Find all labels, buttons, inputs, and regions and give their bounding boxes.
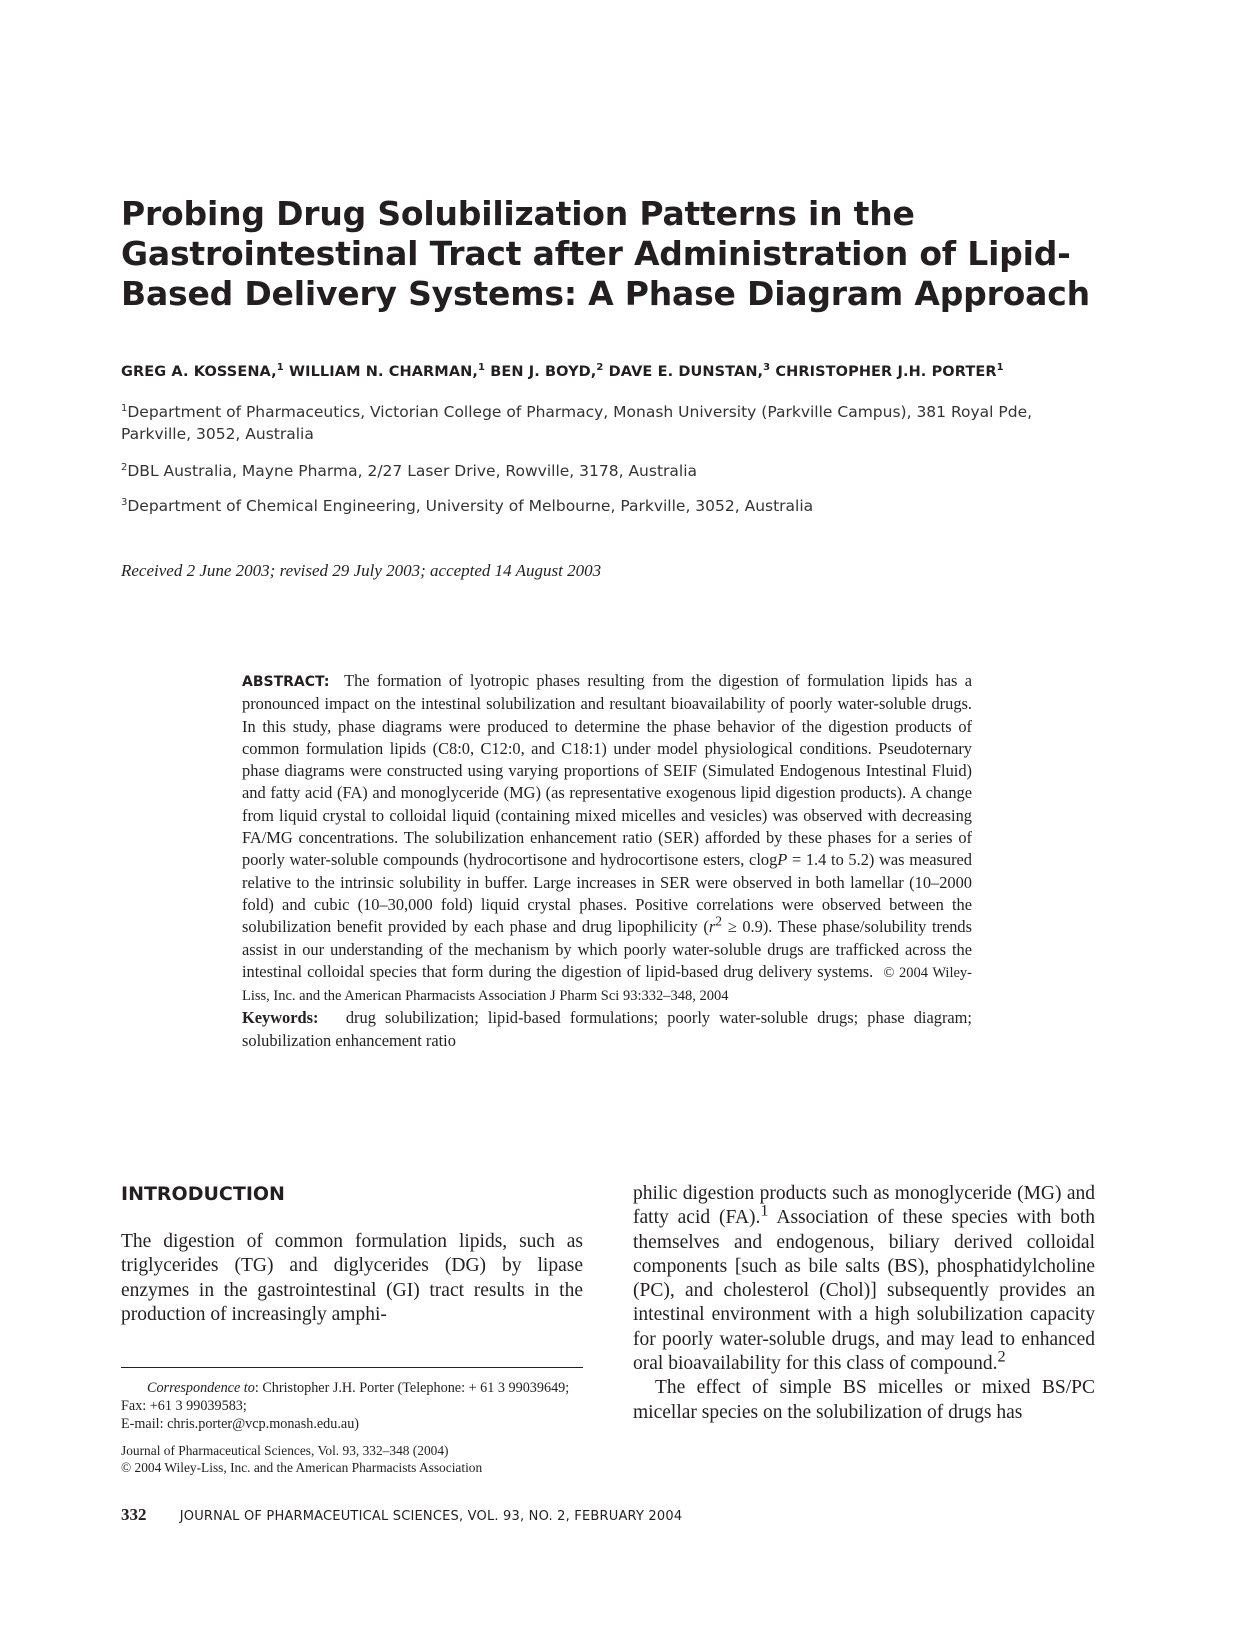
- journal-running-title: JOURNAL OF PHARMACEUTICAL SCIENCES, VOL. 93, NO. 2, FEBRUARY 2004: [179, 1509, 683, 1524]
- author: GREG A. KOSSENA,: [121, 364, 277, 380]
- author-affiliation-ref: 3: [763, 362, 771, 374]
- abstract-label: ABSTRACT:: [242, 674, 330, 690]
- abstract-copyright: © 2004 Wiley-Liss, Inc. and the American Pharmacists Association J Pharm Sci 93:332–348, 2004: [242, 964, 973, 1005]
- affiliation-1: $^1$Department of Pharmaceutics, Victorian College of Pharmacy, Monash University (Parkville Campus), 381 Royal Pde, Parkville, 3052, Australia: [121, 402, 1033, 443]
- author: BEN J. BOYD,: [490, 364, 597, 380]
- keywords: Keywords: drug solubilization; lipid-based formulations; poorly water-soluble drugs; phase diagram; solubilization enhancement ratio: [242, 1008, 972, 1050]
- author: WILLIAM N. CHARMAN,: [288, 364, 478, 380]
- author-list: [121, 364, 1121, 380]
- author: CHRISTOPHER J.H. PORTER: [775, 364, 997, 380]
- affiliation-3: $^3$Department of Chemical Engineering, University of Melbourne, Parkville, 3052, Australia: [121, 496, 814, 515]
- submission-dates: Received 2 June 2003; revised 29 July 2003; accepted 14 August 2003: [121, 561, 602, 580]
- footnote-divider: [121, 1367, 583, 1368]
- section-heading-introduction: INTRODUCTION: [121, 1183, 285, 1205]
- journal-info: Journal of Pharmaceutical Sciences, Vol. 93, 332–348 (2004) © 2004 Wiley-Liss, Inc. and the American Pharmacists Association: [121, 1443, 483, 1475]
- correspondence-footnote: Correspondence to: Christopher J.H. Porter (Telephone: + 61 3 99039649; Fax: +61 3 99039583; E-mail: chris.porter@vcp.monash.edu.au): [121, 1379, 583, 1433]
- body-column-left: [121, 1230, 583, 1327]
- author-affiliation-ref: 1: [478, 362, 486, 374]
- author: DAVE E. DUNSTAN,: [608, 364, 764, 380]
- keywords-label: Keywords:: [242, 1008, 319, 1028]
- page-number: 332: [121, 1505, 147, 1524]
- paragraph: The digestion of common formulation lipids, such as triglycerides (TG) and diglycerides (DG) by lipase enzymes in the gastrointestinal (GI) tract results in the production of increasingly amphi-: [121, 1231, 583, 1325]
- author-affiliation-ref: 2: [596, 362, 604, 374]
- paragraph: The effect of simple BS micelles or mixed BS/PC micellar species on the solubilization of drugs has: [633, 1377, 1095, 1423]
- paragraph: philic digestion products such as monoglyceride (MG) and fatty acid (FA).$^1$ Association of these species with both themselves and endogenous, biliary derived colloidal components [such as bile salts (BS), phosphatidylcholine (PC), and cholesterol (Chol)] subsequently provides an intestinal environment with a high solubilization capacity for poorly water-soluble drugs, and may lead to enhanced oral bioavailability for this class of compound.$^2$: [633, 1183, 1096, 1375]
- author-affiliation-ref: 1: [276, 362, 284, 374]
- correspondence-email: E-mail: chris.porter@vcp.monash.edu.au): [121, 1416, 360, 1432]
- citation-ref: 2: [997, 1347, 1006, 1366]
- citation-ref: 1: [760, 1201, 769, 1220]
- abstract-body: ABSTRACT: The formation of lyotropic phases resulting from the digestion of formulation lipids has a pronounced impact on the intestinal solubilization and resultant bioavailability of poorly water-soluble drugs. In this study, phase diagrams were produced to determine the phase behavior of the digestion products of common formulation lipids (C8:0, C12:0, and C18:1) under model physiological conditions. Pseudoternary phase diagrams were constructed using varying proportions of SEIF (Simulated Endogenous Intestinal Fluid) and fatty acid (FA) and monoglyceride (MG) (as representative exogenous lipid digestion products). A change from liquid crystal to colloidal liquid (containing mixed micelles and vesicles) was observed with decreasing FA/MG concentrations. The solubilization enhancement ratio (SER) afforded by these phases for a series of poorly water-soluble compounds (hydrocortisone and hydrocortisone esters, clogP = 1.4 to 5.2) was measured relative to the intrinsic solubility in buffer. Large increases in SER were observed in both lamellar (10–2000 fold) and cubic (10–30,000 fold) liquid crystal phases. Positive correlations were observed between the solubilization benefit provided by each phase and drug lipophilicity $(r^2 \ge 0.9)$. These phase/solubility trends assist in our understanding of the mechanism by which poorly water-soluble drugs are trafficked across the intestinal colloidal species that form during the digestion of lipid-based drug delivery systems. © 2004 Wiley-Liss, Inc. and the American Pharmacists Association J Pharm Sci 93:332–348, 2004: [242, 671, 973, 1005]
- body-column-right: [633, 1182, 1095, 1425]
- affiliation-2: $^2$DBL Australia, Mayne Pharma, 2/27 Laser Drive, Rowville, 3178, Australia: [121, 461, 698, 480]
- author-affiliation-ref: 1: [996, 362, 1004, 374]
- paper-title: Probing Drug Solubilization Patterns in the Gastrointestinal Tract after Administration of Lipid-Based Delivery Systems: A Phase Diagram Approach: [121, 194, 1090, 313]
- page-footer: [121, 1505, 682, 1525]
- abstract: [242, 670, 972, 1052]
